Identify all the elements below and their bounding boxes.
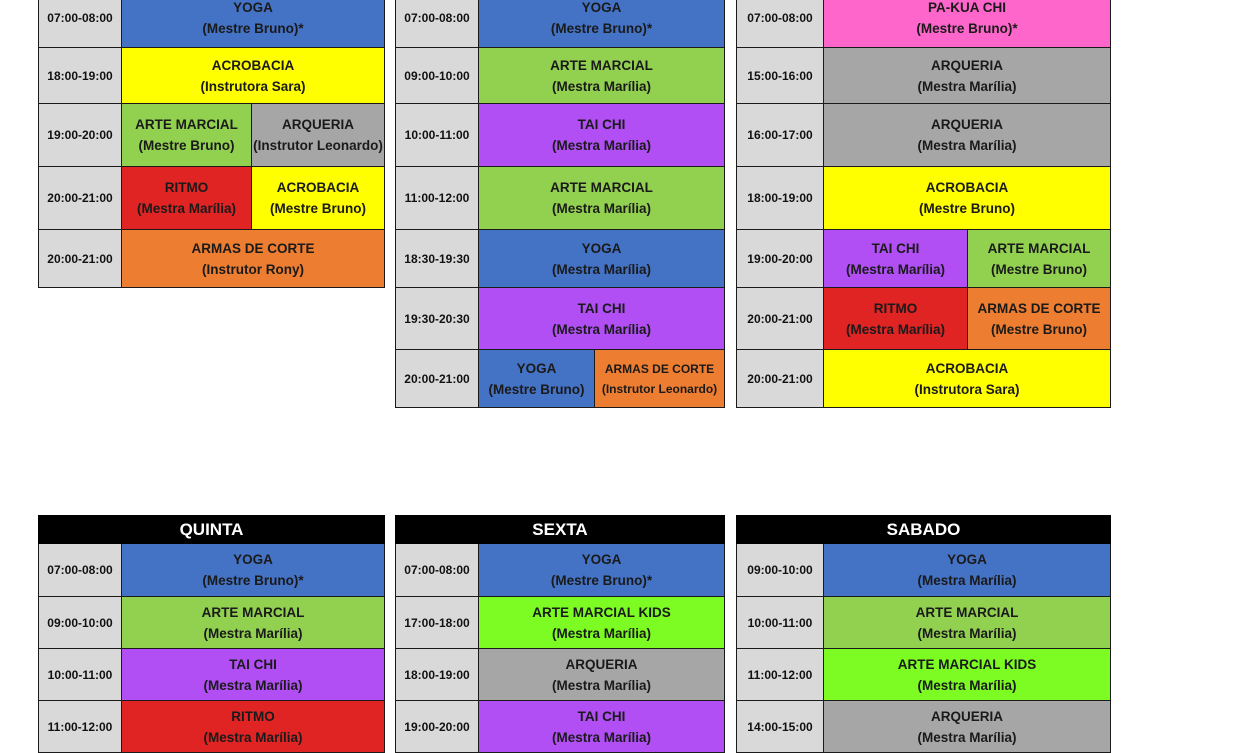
schedule-row: [396, 0, 725, 48]
time-slot: 20:00-21:00: [39, 230, 122, 288]
time-slot: 11:00-12:00: [737, 649, 824, 701]
class-cell: [479, 597, 725, 649]
class-name: ARTE MARCIAL: [550, 180, 653, 195]
time-slot: 10:00-11:00: [396, 104, 479, 167]
schedule-row: [737, 48, 1111, 104]
class-instructor: (Mestra Marília): [551, 138, 652, 153]
schedule-row: [737, 597, 1111, 649]
class-instructor: (Mestre Bruno)*: [202, 573, 304, 588]
time-slot: 11:00-12:00: [39, 701, 122, 753]
schedule-row: [39, 104, 385, 167]
time-slot: 19:00-20:00: [39, 104, 122, 167]
schedule-row: [737, 104, 1111, 167]
class-cell: [122, 230, 385, 288]
class-cell: [122, 544, 385, 597]
schedule-table-quinta: [38, 515, 385, 753]
class-name: ARTE MARCIAL: [135, 117, 238, 132]
class-cell: [122, 0, 385, 48]
class-instructor: (Mestra Marília): [917, 78, 1017, 94]
class-name: ARTE MARCIAL: [915, 604, 1019, 620]
class-name: ARTE MARCIAL KIDS: [532, 604, 671, 620]
class-name: YOGA: [581, 552, 622, 567]
schedule-row: [396, 649, 725, 701]
schedule-row: [39, 48, 385, 104]
schedule-table-3: [736, 0, 1111, 408]
time-slot: 09:00-10:00: [737, 544, 824, 597]
day-header: SABADO: [737, 516, 1111, 544]
class-name: YOGA: [516, 360, 557, 376]
class-instructor: (Mestra Marília): [552, 677, 652, 693]
class-cell: [122, 104, 252, 167]
class-cell: [595, 350, 725, 408]
class-instructor: (Mestra Marília): [845, 261, 946, 277]
class-cell: [252, 104, 385, 167]
class-cell: [824, 544, 1111, 597]
class-cell: [824, 0, 1111, 48]
class-name: ARMAS DE CORTE: [191, 240, 315, 256]
class-instructor: (Mestra Marília): [203, 729, 303, 745]
time-slot: 20:00-21:00: [39, 167, 122, 230]
class-instructor: (Mestra Marília): [845, 321, 946, 337]
class-cell: [824, 649, 1111, 701]
class-cell: [479, 701, 725, 753]
schedule-row: [39, 0, 385, 48]
time-slot: 19:30-20:30: [396, 288, 479, 350]
class-name: ACROBACIA: [925, 360, 1009, 376]
class-name: ARTE MARCIAL: [987, 240, 1091, 256]
schedule-row: [737, 230, 1111, 288]
class-cell: [479, 48, 725, 104]
class-name: ARTE MARCIAL KIDS: [897, 656, 1037, 672]
time-slot: 10:00-11:00: [737, 597, 824, 649]
class-cell: [252, 167, 385, 230]
schedule-row: [396, 288, 725, 350]
class-name: ARTE MARCIAL: [550, 57, 653, 73]
class-cell: [122, 48, 385, 104]
schedule-row: [396, 48, 725, 104]
schedule-row: [396, 167, 725, 230]
time-slot: 20:00-21:00: [396, 350, 479, 408]
class-cell: [824, 597, 1111, 649]
schedule-row: [39, 649, 385, 701]
class-instructor: (Instrutora Sara): [914, 381, 1020, 397]
class-cell: [479, 0, 725, 48]
class-cell: [479, 230, 725, 288]
class-instructor: (Mestra Marília): [203, 625, 303, 641]
schedule-row: [39, 230, 385, 288]
class-name: ARMAS DE CORTE: [604, 361, 715, 376]
class-name: ACROBACIA: [211, 57, 295, 73]
class-name: RITMO: [164, 180, 209, 195]
class-cell: [479, 350, 595, 408]
schedule-table-sabado: [736, 515, 1111, 753]
class-instructor: (Mestre Bruno): [488, 381, 585, 397]
time-slot: 07:00-08:00: [396, 544, 479, 597]
time-slot: 09:00-10:00: [39, 597, 122, 649]
class-name: TAI CHI: [577, 300, 626, 316]
class-name: ARTE MARCIAL: [201, 604, 305, 620]
class-name: YOGA: [581, 240, 622, 256]
time-slot: 20:00-21:00: [737, 288, 824, 350]
class-instructor: (Mestra Marília): [917, 729, 1017, 745]
class-cell: [824, 167, 1111, 230]
time-slot: 14:00-15:00: [737, 701, 824, 753]
schedule-table-1: [38, 0, 385, 288]
class-cell: [122, 597, 385, 649]
class-cell: [479, 104, 725, 167]
time-slot: 18:30-19:30: [396, 230, 479, 288]
class-instructor: (Mestra Marília): [551, 78, 652, 94]
class-name: TAI CHI: [229, 656, 277, 672]
time-slot: 17:00-18:00: [396, 597, 479, 649]
class-cell: [122, 167, 252, 230]
class-name: TAI CHI: [871, 240, 920, 256]
class-name: ACROBACIA: [276, 180, 360, 195]
class-name: RITMO: [873, 300, 918, 316]
schedule-row: [39, 701, 385, 753]
class-name: TAI CHI: [577, 708, 626, 724]
class-name: ACROBACIA: [925, 180, 1009, 195]
class-name: YOGA: [947, 552, 987, 567]
class-instructor: (Instrutor Leonardo): [601, 381, 718, 396]
time-slot: 10:00-11:00: [39, 649, 122, 701]
time-slot: 15:00-16:00: [737, 48, 824, 104]
class-name: YOGA: [581, 0, 622, 15]
class-name: ARQUERIA: [931, 57, 1004, 73]
schedule-row: [737, 544, 1111, 597]
time-slot: 19:00-20:00: [396, 701, 479, 753]
time-slot: 11:00-12:00: [396, 167, 479, 230]
class-instructor: (Mestra Marília): [136, 201, 237, 216]
time-slot: 19:00-20:00: [737, 230, 824, 288]
class-cell: [479, 544, 725, 597]
schedule-table-sexta: [395, 515, 725, 753]
time-slot: 07:00-08:00: [396, 0, 479, 48]
class-name: ARMAS DE CORTE: [977, 300, 1101, 316]
class-name: ARQUERIA: [931, 117, 1004, 132]
schedule-row: [396, 230, 725, 288]
time-slot: 18:00-19:00: [39, 48, 122, 104]
class-instructor: (Mestre Bruno)*: [916, 20, 1018, 36]
class-instructor: (Mestre Bruno): [919, 201, 1016, 216]
class-cell: [122, 701, 385, 753]
class-cell: [968, 230, 1111, 288]
class-instructor: (Mestra Marília): [552, 625, 652, 641]
schedule-row: [396, 350, 725, 408]
class-instructor: (Mestra Marília): [917, 573, 1017, 588]
time-slot: 18:00-19:00: [396, 649, 479, 701]
class-cell: [479, 649, 725, 701]
class-instructor: (Mestre Bruno): [991, 261, 1088, 277]
schedule-row: [396, 104, 725, 167]
class-instructor: (Mestre Bruno): [270, 201, 367, 216]
schedule-row: [737, 350, 1111, 408]
class-name: PA-KUA CHI: [928, 0, 1006, 15]
schedule-table-2: [395, 0, 725, 408]
class-name: TAI CHI: [577, 117, 626, 132]
time-slot: 07:00-08:00: [737, 0, 824, 48]
class-instructor: (Mestre Bruno)*: [550, 20, 653, 36]
class-instructor: (Instrutor Leonardo): [253, 138, 383, 153]
class-instructor: (Mestre Bruno): [138, 138, 235, 153]
schedule-row: [737, 167, 1111, 230]
time-slot: 07:00-08:00: [39, 0, 122, 48]
class-instructor: (Mestra Marília): [917, 138, 1017, 153]
schedule-row: [39, 544, 385, 597]
class-instructor: (Mestra Marília): [552, 729, 652, 745]
class-instructor: (Mestra Marília): [551, 261, 652, 277]
class-cell: [122, 649, 385, 701]
class-instructor: (Mestra Marília): [551, 201, 652, 216]
time-slot: 07:00-08:00: [39, 544, 122, 597]
class-name: YOGA: [233, 0, 273, 15]
schedule-row: [737, 649, 1111, 701]
class-instructor: (Mestre Bruno): [991, 321, 1088, 337]
class-cell: [824, 701, 1111, 753]
class-instructor: (Mestre Bruno)*: [202, 20, 304, 36]
class-instructor: (Mestre Bruno)*: [550, 573, 653, 588]
class-instructor: (Mestra Marília): [203, 677, 303, 693]
class-instructor: (Instrutora Sara): [200, 78, 306, 94]
day-header: SEXTA: [396, 516, 725, 544]
day-header: QUINTA: [39, 516, 385, 544]
class-instructor: (Mestra Marília): [917, 677, 1017, 693]
time-slot: 18:00-19:00: [737, 167, 824, 230]
schedule-row: [396, 597, 725, 649]
class-name: ARQUERIA: [565, 656, 638, 672]
schedule-row: [737, 701, 1111, 753]
class-cell: [824, 104, 1111, 167]
class-cell: [824, 48, 1111, 104]
schedule-row: [396, 701, 725, 753]
schedule-row: [737, 288, 1111, 350]
class-cell: [824, 230, 968, 288]
schedule-row: [39, 167, 385, 230]
time-slot: 20:00-21:00: [737, 350, 824, 408]
class-name: RITMO: [231, 708, 275, 724]
time-slot: 09:00-10:00: [396, 48, 479, 104]
schedule-row: [396, 544, 725, 597]
class-name: ARQUERIA: [282, 117, 355, 132]
class-cell: [968, 288, 1111, 350]
class-instructor: (Mestra Marília): [551, 321, 652, 337]
class-cell: [824, 350, 1111, 408]
class-cell: [479, 288, 725, 350]
time-slot: 16:00-17:00: [737, 104, 824, 167]
class-instructor: (Mestra Marília): [917, 625, 1017, 641]
class-name: YOGA: [233, 552, 273, 567]
class-instructor: (Instrutor Rony): [202, 261, 304, 277]
class-cell: [824, 288, 968, 350]
class-name: ARQUERIA: [930, 708, 1003, 724]
schedule-row: [737, 0, 1111, 48]
class-cell: [479, 167, 725, 230]
schedule-row: [39, 597, 385, 649]
